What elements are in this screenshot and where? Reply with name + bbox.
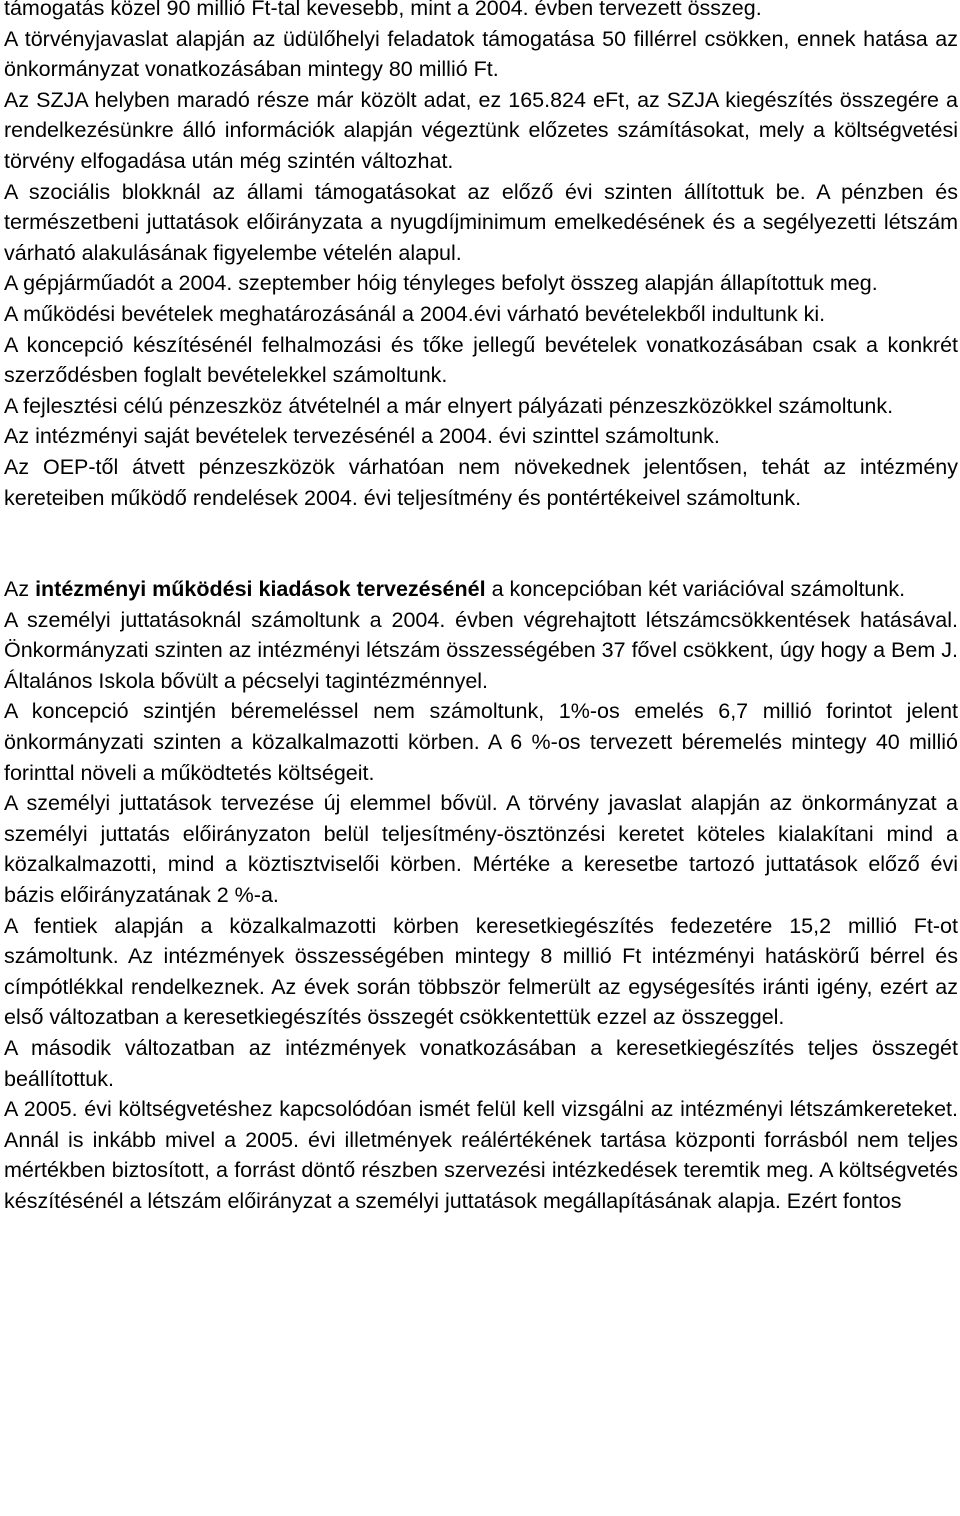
paragraph: A második változatban az intézmények vonatkozásában a keresetkiegészítés teljes összegét beállítottuk. [4,1036,958,1091]
paragraph-suffix: a koncepcióban két variációval számoltunk. [485,577,906,602]
paragraph: A személyi juttatások tervezése új elemmel bővül. A törvény javaslat alapján az önkormányzat a személyi juttatás előirányzaton belül teljesítmény-ösztönzési keretet köteles kialakítani mind a közalkalmazotti, mind a köztisztviselői körben. Mértéke a keresetbe tartozó juttatások előző évi bázis előirányzatának 2 %-a. [4,791,958,908]
paragraph: A koncepció szintjén béremeléssel nem számoltunk, 1%-os emelés 6,7 millió forintot jelent önkormányzati szinten a közalkalmazotti körben. A 6 %-os tervezett béremelés mintegy 40 millió forinttal növeli a működtetés költségeit. [4,699,958,785]
paragraph: Az SZJA helyben maradó része már közölt adat, ez 165.824 eFt, az SZJA kiegészítés összegére a rendelkezésünkre álló információk alapján végeztünk előzetes számításokat, mely a költségvetési törvény elfogadása után még szintén változhat. [4,87,958,173]
paragraph: Az OEP-től átvett pénzeszközök várhatóan nem növekednek jelentősen, tehát az intézmény kereteiben működő rendelések 2004. évi teljesítmény és pontértékeivel számoltunk. [4,454,958,510]
paragraph: A fentiek alapján a közalkalmazotti körben keresetkiegészítés fedezetére 15,2 millió Ft-ot számoltunk. Az intézmények összességében mintegy 8 millió Ft intézményi hatáskörű bérrel és címpótlékkal rendelkeznek. Az évek során többször felmerült az egységesítés iránti igény, ezért az első változatban a keresetkiegészítés összegét csökkentettük ezzel az összeggel. [4,913,958,1030]
paragraph-spacer [4,513,958,574]
paragraph: A fejlesztési célú pénzeszköz átvételnél a már elnyert pályázati pénzeszközökkel számoltunk. [4,393,894,418]
paragraph-with-bold-phrase [4,574,958,605]
paragraph: A személyi juttatásoknál számoltunk a 2004. évben végrehajtott létszámcsökkentések hatásával. Önkormányzati szinten az intézményi létszám összességében 37 fővel csökkent, úgy hogy a Bem J. Általános Iskola bővült a pécselyi tagintézménnyel. [4,607,958,693]
paragraph: A gépjárműadót a 2004. szeptember hóig tényleges befolyt összeg alapján állapítottuk meg. [4,271,878,296]
paragraph: támogatás közel 90 millió Ft-tal kevesebb, mint a 2004. évben tervezett összeg. [4,0,762,20]
paragraph-prefix: Az [4,577,36,602]
bold-phrase: intézményi működési kiadások tervezésénél [35,577,486,602]
paragraph: A 2005. évi költségvetéshez kapcsolódóan ismét felül kell vizsgálni az intézményi létszámkereteket. Annál is inkább mivel a 2005. évi illetmények reálértékének tartása központi forrásból nem teljes mértékben biztosított, a forrást döntő részben szervezési intézkedések teremtik meg. A költségvetés készítésénél a létszám előirányzat a személyi juttatások megállapításának alapja. Ezért fontos [4,1097,958,1213]
paragraph: Az intézményi saját bevételek tervezésénél a 2004. évi szinttel számoltunk. [4,424,720,449]
paragraph: A törvényjavaslat alapján az üdülőhelyi feladatok támogatása 50 fillérrel csökken, ennek hatása az önkormányzat vonatkozásában mintegy 80 millió Ft. [4,26,958,82]
paragraph: A szociális blokknál az állami támogatásokat az előző évi szinten állítottuk be. A pénzben és természetbeni juttatások előirányzata a nyugdíjminimum emelkedésének és a segélyezetti létszám várható alakulásának figyelembe vételén alapul. [4,179,958,265]
paragraph: A működési bevételek meghatározásánál a 2004.évi várható bevételekből indultunk ki. [4,301,826,326]
document-page [4,0,958,1217]
paragraph: A koncepció készítésénél felhalmozási és tőke jellegű bevételek vonatkozásában csak a konkrét szerződésben foglalt bevételekkel számoltunk. [4,332,958,388]
